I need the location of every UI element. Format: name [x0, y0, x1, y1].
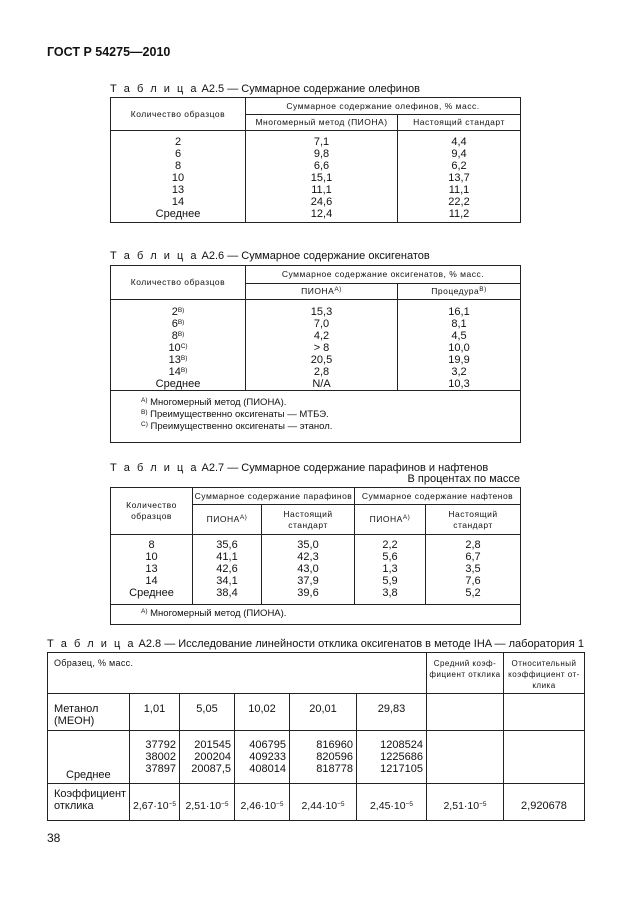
note-text: Многомерный метод (ПИОНА). — [147, 608, 287, 619]
header-line: стандарт — [288, 519, 328, 530]
coef-base: ·10 — [260, 800, 277, 812]
cell-line: 2,8 — [313, 366, 330, 378]
cell-line: 5,9 — [382, 575, 398, 587]
cell-line: 24,6 — [310, 196, 333, 208]
cell-line: 34,1 — [216, 575, 238, 587]
cell-line: 12,4 — [310, 208, 333, 220]
cell-line: 10 — [145, 551, 158, 563]
line-sup: B) — [177, 307, 185, 315]
t26-col2-header — [246, 284, 398, 300]
coef-base: ·10 — [153, 800, 169, 812]
footnote-sup: B) — [141, 409, 148, 417]
caption-text: A2.5 — Суммарное содержание олефинов — [198, 83, 420, 95]
line-text: 8 — [171, 330, 178, 342]
t28-conc-cell: 10,02 — [235, 694, 290, 731]
header-line: стандарт — [453, 519, 493, 530]
line-text: 10 — [168, 342, 181, 354]
cell-line: 818778 — [316, 763, 353, 775]
cell-line: 6,7 — [465, 551, 481, 563]
line-text: 13 — [168, 354, 181, 366]
piona-text: ПИОНА — [369, 514, 403, 524]
cell-line: 20087,5 — [191, 763, 231, 775]
t28-rel-coef-header — [504, 653, 585, 694]
cell-line: 10,3 — [448, 378, 470, 390]
cell-line: 15,3 — [310, 306, 333, 318]
t27-unit-label: В процентах по массе — [407, 473, 520, 485]
page-number: 38 — [47, 831, 61, 845]
coef-exponent: −5 — [276, 801, 284, 809]
cell-line: 8,1 — [451, 318, 467, 330]
cell-line: 1217105 — [380, 763, 423, 775]
cell-line: 1208524 — [380, 739, 423, 751]
cell-line: 13 — [171, 184, 185, 196]
cell-line: коэффициент от- — [508, 670, 580, 679]
cell-line: 38,4 — [216, 587, 238, 599]
coef-value: 2,51 — [443, 800, 464, 812]
cell-line: 9,4 — [451, 148, 467, 160]
header-line: Настоящий — [448, 508, 498, 519]
t27-footnote — [111, 605, 521, 625]
t27-naphthenes-header: Суммарное содержание нафтенов — [355, 488, 521, 505]
coef-base: ·10 — [463, 800, 480, 812]
footnote-sup: A) — [141, 397, 148, 405]
cell-line: 2,2 — [382, 539, 398, 551]
cell-line — [111, 318, 245, 330]
coef-exponent: −5 — [405, 801, 414, 809]
cell-line: 43,0 — [297, 563, 319, 575]
coef-value: 2,51 — [185, 800, 206, 812]
cell-line: 2,8 — [465, 539, 481, 551]
footnote-text: Преимущественно оксигенаты — МТБЭ. — [147, 409, 329, 420]
cell-line — [111, 378, 245, 390]
coef-base: ·10 — [205, 800, 222, 812]
cell-line: 820596 — [316, 751, 353, 763]
t25-piona-cell — [246, 131, 398, 223]
cell-line: 35,6 — [216, 539, 238, 551]
t27-par-piona-cell — [193, 535, 262, 605]
header-line: Настоящий — [283, 508, 333, 519]
t28-empty-cell — [504, 694, 585, 731]
t28-empty-cell — [504, 731, 585, 784]
coef-exponent: −5 — [337, 801, 345, 809]
label-line: Метанол — [54, 703, 99, 715]
t26-proc-cell — [398, 300, 521, 391]
cell-line: 5,2 — [465, 587, 481, 599]
cell-line: 42,3 — [297, 551, 319, 563]
footnote-line — [141, 421, 520, 433]
cell-line: 3,8 — [382, 587, 398, 599]
coef-value: 2,46 — [240, 800, 261, 812]
cell-line: 10 — [171, 172, 185, 184]
cell-line: 11,1 — [448, 184, 470, 196]
caption-text: A2.7 — Суммарное содержание парафинов и нафтенов — [198, 462, 489, 474]
cell-line: 1,3 — [382, 563, 398, 575]
cell-line: 816960 — [316, 739, 353, 751]
line-sup: B) — [177, 331, 185, 339]
cell-line: Относительный — [511, 659, 577, 668]
coef-value: 2,45 — [369, 800, 391, 812]
cell-line: 6 — [174, 148, 182, 160]
t27-naf-std-header — [426, 505, 521, 535]
t28-coef-cell — [180, 784, 235, 821]
t25-std-cell — [398, 131, 521, 223]
label-line: (МЕОН) — [54, 715, 95, 727]
t28-coef-label — [48, 784, 130, 821]
cell-line — [111, 354, 245, 366]
cell-line: 7,1 — [313, 136, 330, 148]
cell-line: 3,5 — [465, 563, 481, 575]
t26-col1-header: Количество образцов — [111, 266, 246, 300]
t28-conc-cell: 20,01 — [290, 694, 357, 731]
line-sup: B) — [180, 355, 188, 363]
t28-avg-coef-header — [427, 653, 504, 694]
col2-sup: A) — [334, 286, 342, 294]
caption-prefix: Т а б л и ц а — [47, 638, 136, 650]
cell-line: 6,6 — [313, 160, 330, 172]
t28-coef-cell — [130, 784, 180, 821]
header-line: образцов — [131, 511, 172, 521]
cell-line: 7,0 — [313, 318, 330, 330]
t27-col1-header — [111, 488, 193, 535]
line-text: 14 — [168, 366, 181, 378]
t26-col3-header — [398, 284, 521, 300]
cell-line: 2 — [174, 136, 182, 148]
table-a25-caption — [110, 83, 420, 95]
coef-value: 2,67 — [132, 800, 154, 812]
t28-conc-cell: 5,05 — [180, 694, 235, 731]
cell-line: 11,1 — [311, 184, 332, 196]
footnote-line — [141, 409, 520, 421]
t26-samples-cell — [111, 300, 246, 391]
t28-sample-header: Образец, % масс. — [48, 653, 427, 694]
label-line: отклика — [54, 800, 94, 812]
t25-col1-header: Количество образцов — [111, 98, 246, 131]
cell-line: 406795 — [249, 739, 286, 751]
cell-line: 11,2 — [448, 208, 470, 220]
t27-naf-piona-header — [355, 505, 426, 535]
col2-text: ПИОНА — [301, 286, 335, 296]
cell-line: 37792 — [145, 739, 176, 751]
table-a28 — [47, 652, 585, 821]
t26-footnotes — [111, 391, 521, 443]
t27-naf-piona-cell — [355, 535, 426, 605]
cell-line: 200204 — [194, 751, 231, 763]
caption-prefix: Т а б л и ц а — [110, 83, 199, 95]
line-text: 6 — [171, 318, 178, 330]
cell-line: 201545 — [194, 739, 231, 751]
t28-conc-cell: 29,83 — [357, 694, 427, 731]
table-a26 — [110, 265, 521, 443]
cell-line: 4,4 — [451, 136, 467, 148]
cell-line: 13 — [145, 563, 158, 575]
cell-line: 19,9 — [448, 354, 470, 366]
t28-area-cell — [290, 731, 357, 784]
coef-base: ·10 — [321, 800, 338, 812]
coef-base: ·10 — [390, 800, 406, 812]
cell-line: 3,2 — [451, 366, 467, 378]
cell-line: 37897 — [145, 763, 176, 775]
footnote-sup: C) — [141, 421, 148, 429]
piona-sup: A) — [402, 514, 411, 522]
cell-line: Средний коэф- — [433, 659, 497, 668]
t28-area-cell — [130, 731, 180, 784]
coef-exponent: −5 — [221, 801, 229, 809]
t28-methanol-label — [48, 694, 130, 731]
cell-line: 15,1 — [310, 172, 333, 184]
t27-paraffins-header: Суммарное содержание парафинов — [193, 488, 355, 505]
coef-exponent: −5 — [168, 801, 177, 809]
t25-col2-header: Многомерный метод (ПИОНА) — [246, 115, 398, 131]
cell-line: 39,6 — [297, 587, 319, 599]
cell-line: 14 — [171, 196, 185, 208]
cell-line: 20,5 — [310, 354, 333, 366]
caption-text: A2.6 — Суммарное содержание оксигенатов — [198, 250, 430, 262]
cell-line: 38002 — [145, 751, 176, 763]
cell-line: 409233 — [249, 751, 286, 763]
table-a25 — [110, 97, 521, 223]
caption-text: A2.8 — Исследование линейности отклика оксигенатов в методе IHA — лаборатория 1 — [135, 638, 584, 650]
table-a26-caption — [110, 250, 430, 262]
cell-line: 13,7 — [448, 172, 470, 184]
line-sup: B) — [180, 367, 188, 375]
document-header: ГОСТ Р 54275—2010 — [47, 45, 171, 59]
caption-prefix: Т а б л и ц а — [110, 250, 199, 262]
t28-conc-cell: 1,01 — [130, 694, 180, 731]
line-text: 2 — [171, 306, 178, 318]
coef-value: 2,44 — [301, 800, 322, 812]
t26-piona-cell — [246, 300, 398, 391]
cell-line: 41,1 — [216, 551, 238, 563]
line-sup: C) — [180, 343, 188, 351]
t27-naf-std-cell — [426, 535, 521, 605]
cell-line: 408014 — [249, 763, 286, 775]
cell-line — [111, 366, 245, 378]
caption-prefix: Т а б л и ц а — [110, 462, 199, 474]
t28-empty-cell — [427, 694, 504, 731]
t27-par-std-cell — [262, 535, 355, 605]
cell-line: 4,2 — [313, 330, 330, 342]
t28-area-cell — [235, 731, 290, 784]
table-a27 — [110, 487, 521, 625]
t28-area-cell — [180, 731, 235, 784]
footnote-line — [141, 397, 520, 409]
cell-line: фициент отклика — [429, 670, 501, 679]
footnote-text: Многомерный метод (ПИОНА). — [147, 397, 287, 408]
line-text: Среднее — [155, 378, 201, 390]
col3-sup: B) — [479, 286, 487, 294]
cell-line: N/A — [312, 378, 331, 390]
t28-rel-coef-cell: 2,920678 — [504, 784, 585, 821]
t28-coef-cell — [290, 784, 357, 821]
cell-line: Среднее — [129, 587, 174, 599]
t28-area-cell — [357, 731, 427, 784]
cell-line: 9,8 — [313, 148, 330, 160]
cell-line: 6,2 — [451, 160, 467, 172]
label-line: Коэффициент — [54, 788, 127, 800]
t27-par-std-header — [262, 505, 355, 535]
t25-col3-header: Настоящий стандарт — [398, 115, 521, 131]
t26-group-header: Суммарное содержание оксигенатов, % масс. — [246, 266, 521, 284]
cell-line: 35,0 — [297, 539, 319, 551]
note-sup: A) — [141, 608, 148, 616]
cell-line: клика — [532, 681, 556, 690]
t28-coef-cell — [357, 784, 427, 821]
t25-group-header: Суммарное содержание олефинов, % масс. — [246, 98, 521, 115]
t28-empty-cell — [427, 731, 504, 784]
footnote-text: Преимущественно оксигенаты — этанол. — [147, 421, 333, 432]
cell-line: 10,0 — [448, 342, 470, 354]
cell-line — [111, 306, 245, 318]
piona-text: ПИОНА — [206, 514, 240, 524]
t27-samples-cell — [111, 535, 193, 605]
cell-line — [111, 330, 245, 342]
cell-line: 16,1 — [448, 306, 470, 318]
col3-text: Процедура — [431, 286, 480, 296]
cell-line: 5,6 — [382, 551, 398, 563]
cell-line: 8 — [148, 539, 155, 551]
coef-exponent: −5 — [479, 801, 487, 809]
t28-average-label: Среднее — [48, 731, 130, 784]
piona-sup: A) — [239, 514, 248, 522]
cell-line: 4,5 — [451, 330, 467, 342]
cell-line: 22,2 — [448, 196, 470, 208]
header-line: Количество — [126, 500, 177, 510]
cell-line — [111, 342, 245, 354]
cell-line: 7,6 — [465, 575, 481, 587]
t25-samples-cell — [111, 131, 246, 223]
cell-line: 8 — [174, 160, 182, 172]
table-a28-caption — [47, 638, 584, 650]
cell-line: 1225686 — [380, 751, 423, 763]
cell-line: 37,9 — [297, 575, 319, 587]
t27-par-piona-header — [193, 505, 262, 535]
cell-line: > 8 — [313, 342, 330, 354]
t28-avg-coef-cell — [427, 784, 504, 821]
cell-line: 42,6 — [216, 563, 238, 575]
cell-line: Среднее — [155, 208, 201, 220]
line-sup: B) — [177, 319, 185, 327]
t28-coef-cell — [235, 784, 290, 821]
cell-line: 14 — [145, 575, 158, 587]
